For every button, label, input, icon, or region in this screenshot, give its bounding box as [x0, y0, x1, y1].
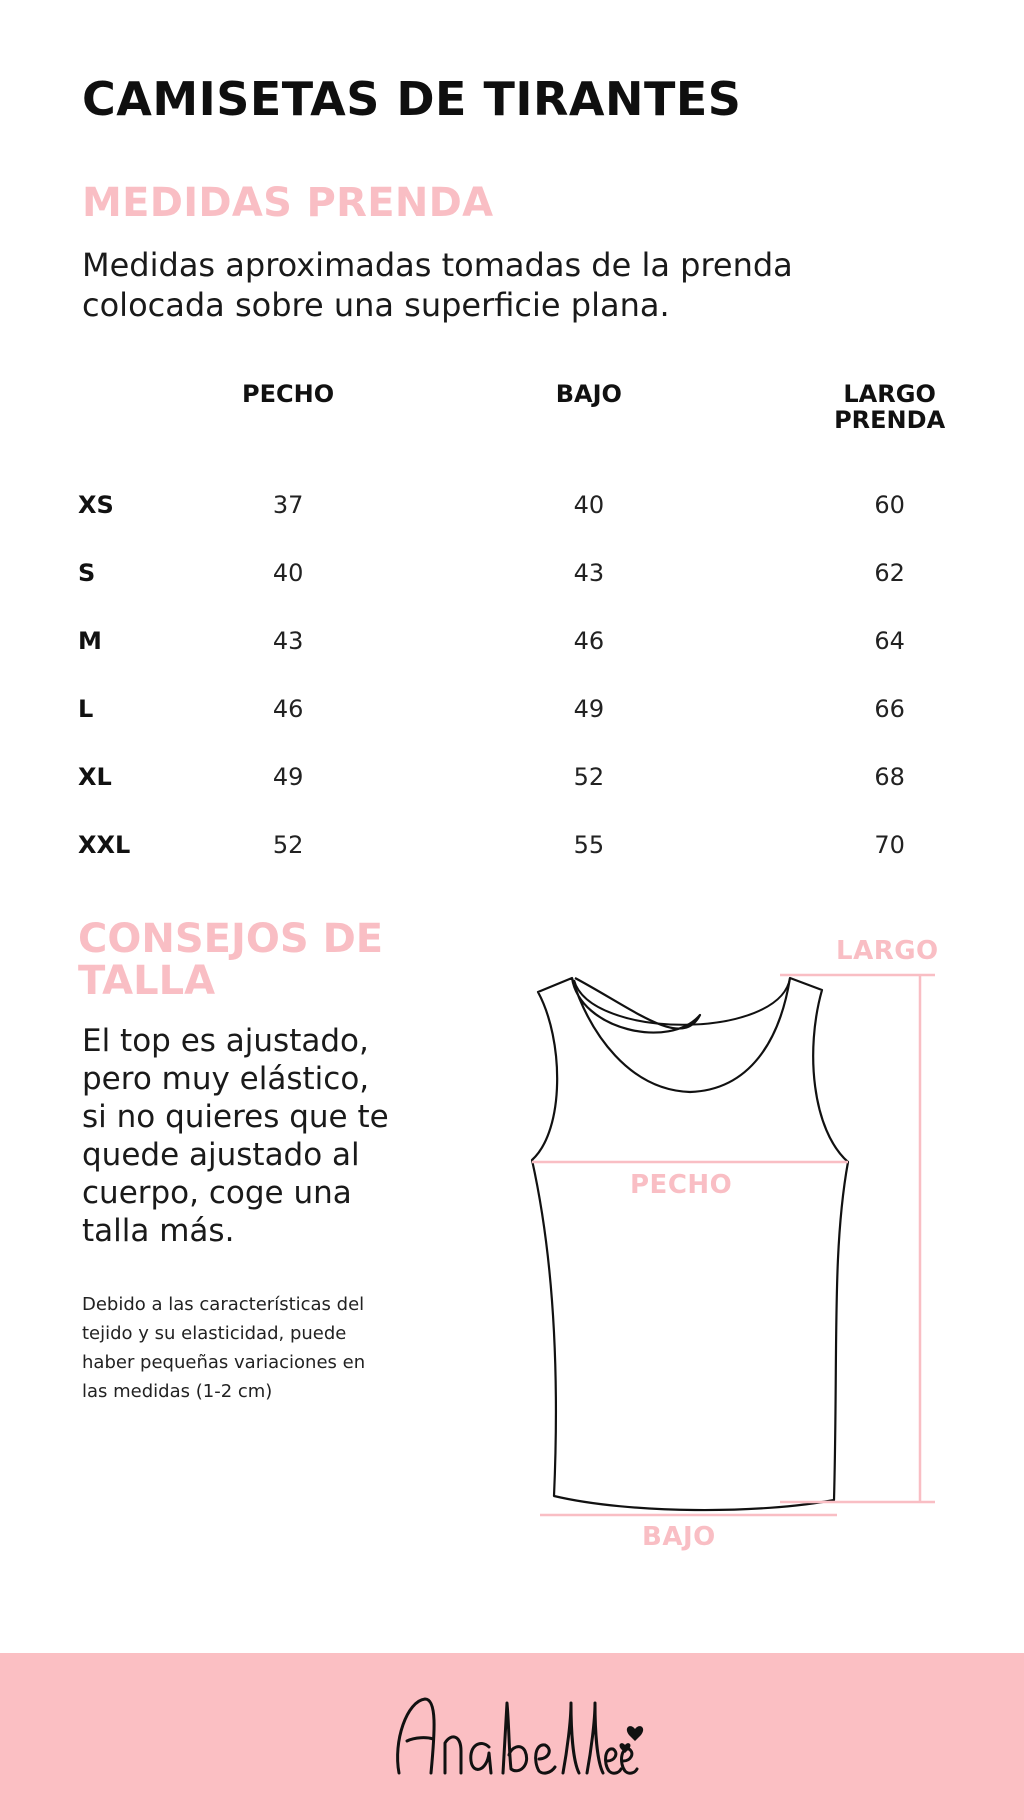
- bajo-value: 55: [573, 831, 605, 859]
- measurement-diagram: [480, 930, 940, 1570]
- largo-column-header: LARGO PRENDA: [834, 380, 946, 434]
- bajo-value: 46: [573, 627, 605, 655]
- column-gap: [368, 607, 508, 675]
- column-gap: [368, 539, 508, 607]
- column-gap: [669, 811, 809, 879]
- size-tips-body: El top es ajustado, pero muy elástico, si no quieres que te quede ajustado al cuerpo, coge una talla más.: [82, 1023, 389, 1249]
- bajo-value: 49: [573, 695, 605, 723]
- column-gap: [669, 539, 809, 607]
- size-column-header: [70, 375, 208, 471]
- pecho-value: 49: [272, 763, 304, 791]
- size-label: XS: [78, 491, 114, 519]
- column-gap: [669, 743, 809, 811]
- pecho-label: PECHO: [630, 1170, 733, 1200]
- back-neckline: [574, 978, 790, 1025]
- column-gap: [368, 471, 508, 539]
- largo-label: LARGO: [836, 936, 939, 966]
- pecho-value: 40: [272, 559, 304, 587]
- column-gap: [669, 675, 809, 743]
- table-row: [70, 743, 970, 811]
- largo-value: 66: [874, 695, 905, 723]
- size-tips-note: Debido a las características del tejido y su elasticidad, puede haber pequeñas variaciones en las medidas (1-2 cm): [82, 1294, 366, 1402]
- table-row: [70, 607, 970, 675]
- bajo-value: 43: [573, 559, 605, 587]
- table-row: [70, 471, 970, 539]
- size-tips-title: CONSEJOS DE TALLA: [78, 916, 384, 1004]
- size-table-header-row: [70, 375, 970, 471]
- size-chart-table: [70, 375, 970, 879]
- column-gap: [368, 811, 508, 879]
- column-gap: [669, 375, 809, 471]
- size-label: XXL: [78, 831, 131, 859]
- brand-signature-icon: [385, 1681, 645, 1791]
- table-row: [70, 811, 970, 879]
- largo-value: 62: [874, 559, 905, 587]
- heart-icon: [620, 1743, 631, 1753]
- size-label: M: [78, 627, 102, 655]
- size-label: XL: [78, 763, 112, 791]
- column-gap: [669, 607, 809, 675]
- largo-value: 60: [874, 491, 905, 519]
- bajo-value: 40: [573, 491, 605, 519]
- footer: [0, 1653, 1024, 1820]
- largo-value: 70: [874, 831, 905, 859]
- column-gap: [368, 743, 508, 811]
- pecho-value: 43: [272, 627, 304, 655]
- table-row: [70, 675, 970, 743]
- pecho-value: 52: [272, 831, 304, 859]
- table-row: [70, 539, 970, 607]
- heart-icon: [627, 1726, 643, 1741]
- garment-measurements-description: Medidas aproximadas tomadas de la prenda colocada sobre una superficie plana.: [82, 246, 793, 324]
- tank-top-icon: [480, 930, 940, 1570]
- column-gap: [669, 471, 809, 539]
- column-gap: [368, 675, 508, 743]
- pecho-value: 46: [272, 695, 304, 723]
- pecho-value: 37: [272, 491, 304, 519]
- bajo-column-header: BAJO: [555, 380, 622, 408]
- largo-value: 68: [874, 763, 905, 791]
- size-label: S: [78, 559, 96, 587]
- garment-measurements-title: MEDIDAS PRENDA: [82, 180, 494, 226]
- bajo-label: BAJO: [642, 1522, 716, 1552]
- column-gap: [368, 375, 508, 471]
- page-title: CAMISETAS DE TIRANTES: [82, 72, 742, 126]
- size-label: L: [78, 695, 94, 723]
- tank-top-outline: [532, 978, 848, 1510]
- pecho-column-header: PECHO: [242, 380, 335, 408]
- largo-value: 64: [874, 627, 905, 655]
- bajo-value: 52: [573, 763, 605, 791]
- anabel-lee-logo: [385, 1681, 645, 1791]
